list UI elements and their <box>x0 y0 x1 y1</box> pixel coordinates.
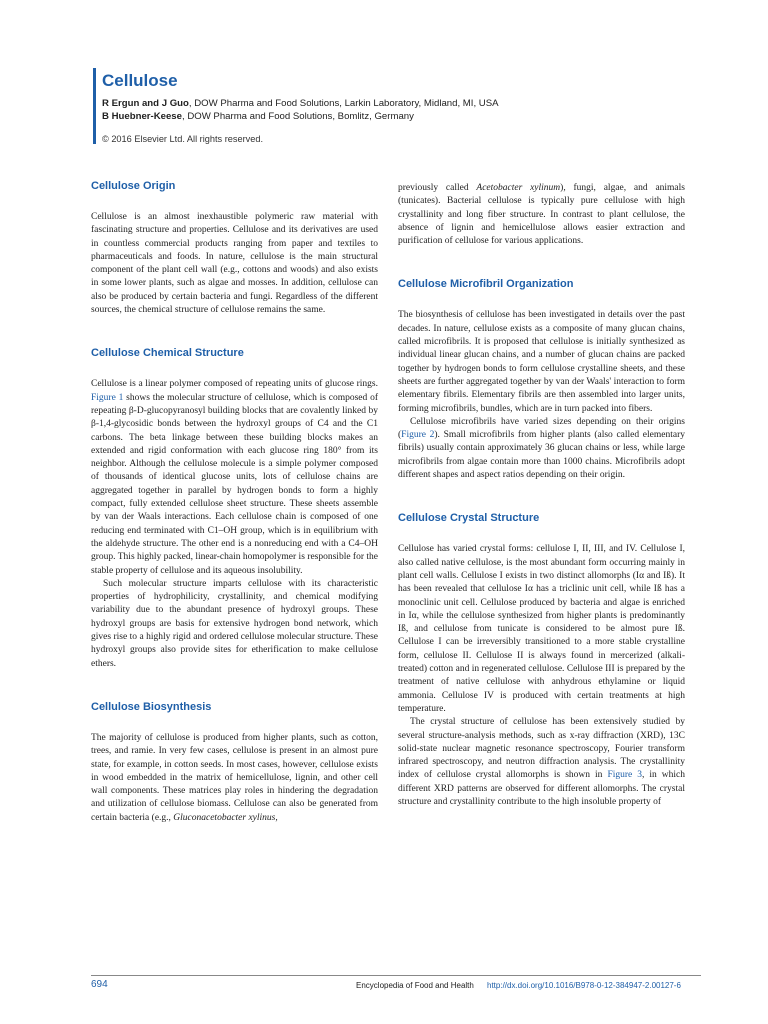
footer-divider <box>91 975 701 976</box>
author-affiliation-1: , DOW Pharma and Food Solutions, Larkin Laboratory, Midland, MI, USA <box>188 98 499 109</box>
section-biosynthesis <box>91 701 378 825</box>
paragraph: The majority of cellulose is produced from higher plants, such as cotton, trees, and ramie. In very few cases, cellulose is present in an almost pure state, for example, in cotton seeds. In most cases, however, cellulose exists in wood embedded in the matrix of hemicellulose, lignin, and other cell wall components. These matrices play roles in hindering the degradation and utilization of cellulose biomass. Cellulose can also be generated from certain bacteria (e.g., Gluconacetobacter xylinus, <box>91 732 378 823</box>
section-origin <box>91 180 378 317</box>
publication-name: Encyclopedia of Food and Health <box>356 981 474 990</box>
figure-1-link[interactable]: Figure 1 <box>91 392 124 403</box>
page-number: 694 <box>91 979 108 990</box>
left-column <box>91 180 378 855</box>
article-header <box>93 68 499 144</box>
copyright-notice: © 2016 Elsevier Ltd. All rights reserved. <box>102 134 263 144</box>
section-crystal <box>398 512 685 809</box>
paragraph: Such molecular structure imparts cellulose with its characteristic properties of hydrophilicity, crystallinity, and chemical modifying variability due to the abundant presence of hydroxyl groups. These hydroxyl groups are basis for extensive hydrogen bond network, which gives rise to a highly rigid and ordered cellulose molecular structure. These hydroxyl groups also provide sites for etherification to make cellulose ethers. <box>91 578 378 669</box>
section-heading: Cellulose Microfibril Organization <box>398 278 574 291</box>
paragraph: The biosynthesis of cellulose has been investigated in details over the past decades. In nature, cellulose exists as a composite of many glucan chains, called microfibrils. It is proposed that cellulose is initially synthesized as individual linear glucan chains, and a number of glucan chains are packed together by hydrogen bonds to form cellulose crystalline sheets, and these sheets are further aggregated together by van der Waals' interaction to form elementary fibrils. Elementary fibrils are then assembled into larger units, forming microfibrils, bundles, which are in turn packed into fibers. <box>398 310 685 414</box>
author-affiliation-2: , DOW Pharma and Food Solutions, Bomlitz, Germany <box>181 111 414 122</box>
section-heading: Cellulose Chemical Structure <box>91 347 244 360</box>
section-chemical-structure <box>91 347 378 671</box>
figure-3-link[interactable]: Figure 3 <box>607 770 642 781</box>
paragraph: Cellulose microfibrils have varied sizes depending on their origins (Figure 2). Small microfibrils from higher plants (also called elementary fibrils) usually contain approximately 36 glucan chains or less, while large microfibrils from algae contain more than 1000 chains. Microfibrils adopt different shapes and aspect ratios depending on their origin. <box>398 416 685 481</box>
author-line-1 <box>102 97 499 110</box>
paragraph: The crystal structure of cellulose has been extensively studied by several structure-analysis methods, such as x-ray diffraction (XRD), 13C solid-state nuclear magnetic resonance spectroscopy, Fourier transform infrared spectroscopy, and neutron diffraction analysis. The crystallinity index of cellulose crystal allomorphs is shown in Figure 3, in which different XRD patterns are observed for different allomorphs. The crystal structure and crystallinity contribute to the high insoluble property of <box>398 717 685 807</box>
doi-link[interactable]: http://dx.doi.org/10.1016/B978-0-12-384947-2.00127-6 <box>487 981 681 990</box>
section-heading: Cellulose Origin <box>91 180 176 192</box>
author-names-1: R Ergun and J Guo <box>102 98 189 109</box>
section-heading: Cellulose Biosynthesis <box>91 700 212 713</box>
section-biosynthesis-cont <box>398 182 685 248</box>
section-microfibril <box>398 278 685 482</box>
author-line-2 <box>102 110 499 123</box>
paragraph: Cellulose is a linear polymer composed of repeating units of glucose rings. Figure 1 shows the molecular structure of cellulose, which is composed of repeating β-D-glucopyranosyl building blocks that are covalently linked by β-1,4-glycosidic bonds between the hydroxyl groups of C4 and the C1 carbons. The beta linkage between these building blocks makes an extended and rigid conformation with each glucose ring 180° from its neighbor. Although the cellulose molecule is a simple polymer composed of thousands of identical glucose units, lots of cellulose chains are aggregated together in parallel by hydrogen bonds to form a highly compact, fully extended cellulose sheet structure. These sheets assemble by van der Waals interactions. Each cellulose chain is composed of one reducing end terminated with C1–OH group, which is in equilibrium with the aldehyde structure. The other end is a nonreducing end with a C4–OH group. This highly packed, linear-chain homopolymer is responsible for the stable property of cellulose and its aqueous insolubility. <box>91 379 378 576</box>
paragraph: Cellulose is an almost inexhaustible polymeric raw material with fascinating structure and properties. Cellulose and its derivatives are used in countless commercial products ranging from paper and textiles to pharmaceuticals and foods. In nature, cellulose is the main structural component of the plant cell wall (e.g., cottons and woods) and also exists in some lower plants, such as algae and mosses. In addition, cellulose can also be produced by certain bacteria and fungi. Regardless of the different sources, the chemical structure of cellulose remains the same. <box>91 212 378 316</box>
section-heading: Cellulose Crystal Structure <box>398 512 540 525</box>
figure-2-link[interactable]: Figure 2 <box>401 430 435 441</box>
author-names-2: B Huebner-Keese <box>102 111 182 122</box>
article-title: Cellulose <box>102 71 178 90</box>
species-name: Gluconacetobacter xylinus, <box>173 812 278 823</box>
right-column <box>398 182 685 839</box>
species-name: Acetobacter xylinum <box>476 183 561 193</box>
paragraph: previously called Acetobacter xylinum), fungi, algae, and animals (tunicates). Bacterial cellulose is typically pure cellulose with high crystallinity and long fiber structure. In contrast to plant cellulose, the absence of lignin and hemicellulose allows easier extraction and purification of cellulose for various applications. <box>398 183 685 247</box>
paragraph: Cellulose has varied crystal forms: cellulose I, II, III, and IV. Cellulose I, also called native cellulose, is the most abundant form occurring mainly in plant cell walls. Cellulose I exists in two distinct allomorphs (Iα and Iß). It has been revealed that cellulose Iα has a triclinic unit cell, while Iß has a monoclinic unit cell. Cellulose produced by bacteria and algae is enriched in Iα, while the cellulose synthesized from higher plants is predominantly Iß, and cellulose from tunicate is considered to be almost pure Iß. Cellulose I can be irreversibly transitioned to a more stable crystalline form, cellulose II. Cellulose II is always found in mercerized (alkali-treated) cotton and in regenerated cellulose. Cellulose III is prepared by the treatment of native cellulose with anhydrous ethylamine or liquid ammonia. Cellulose IV is produced with certain treatments at high temperature. <box>398 544 685 714</box>
